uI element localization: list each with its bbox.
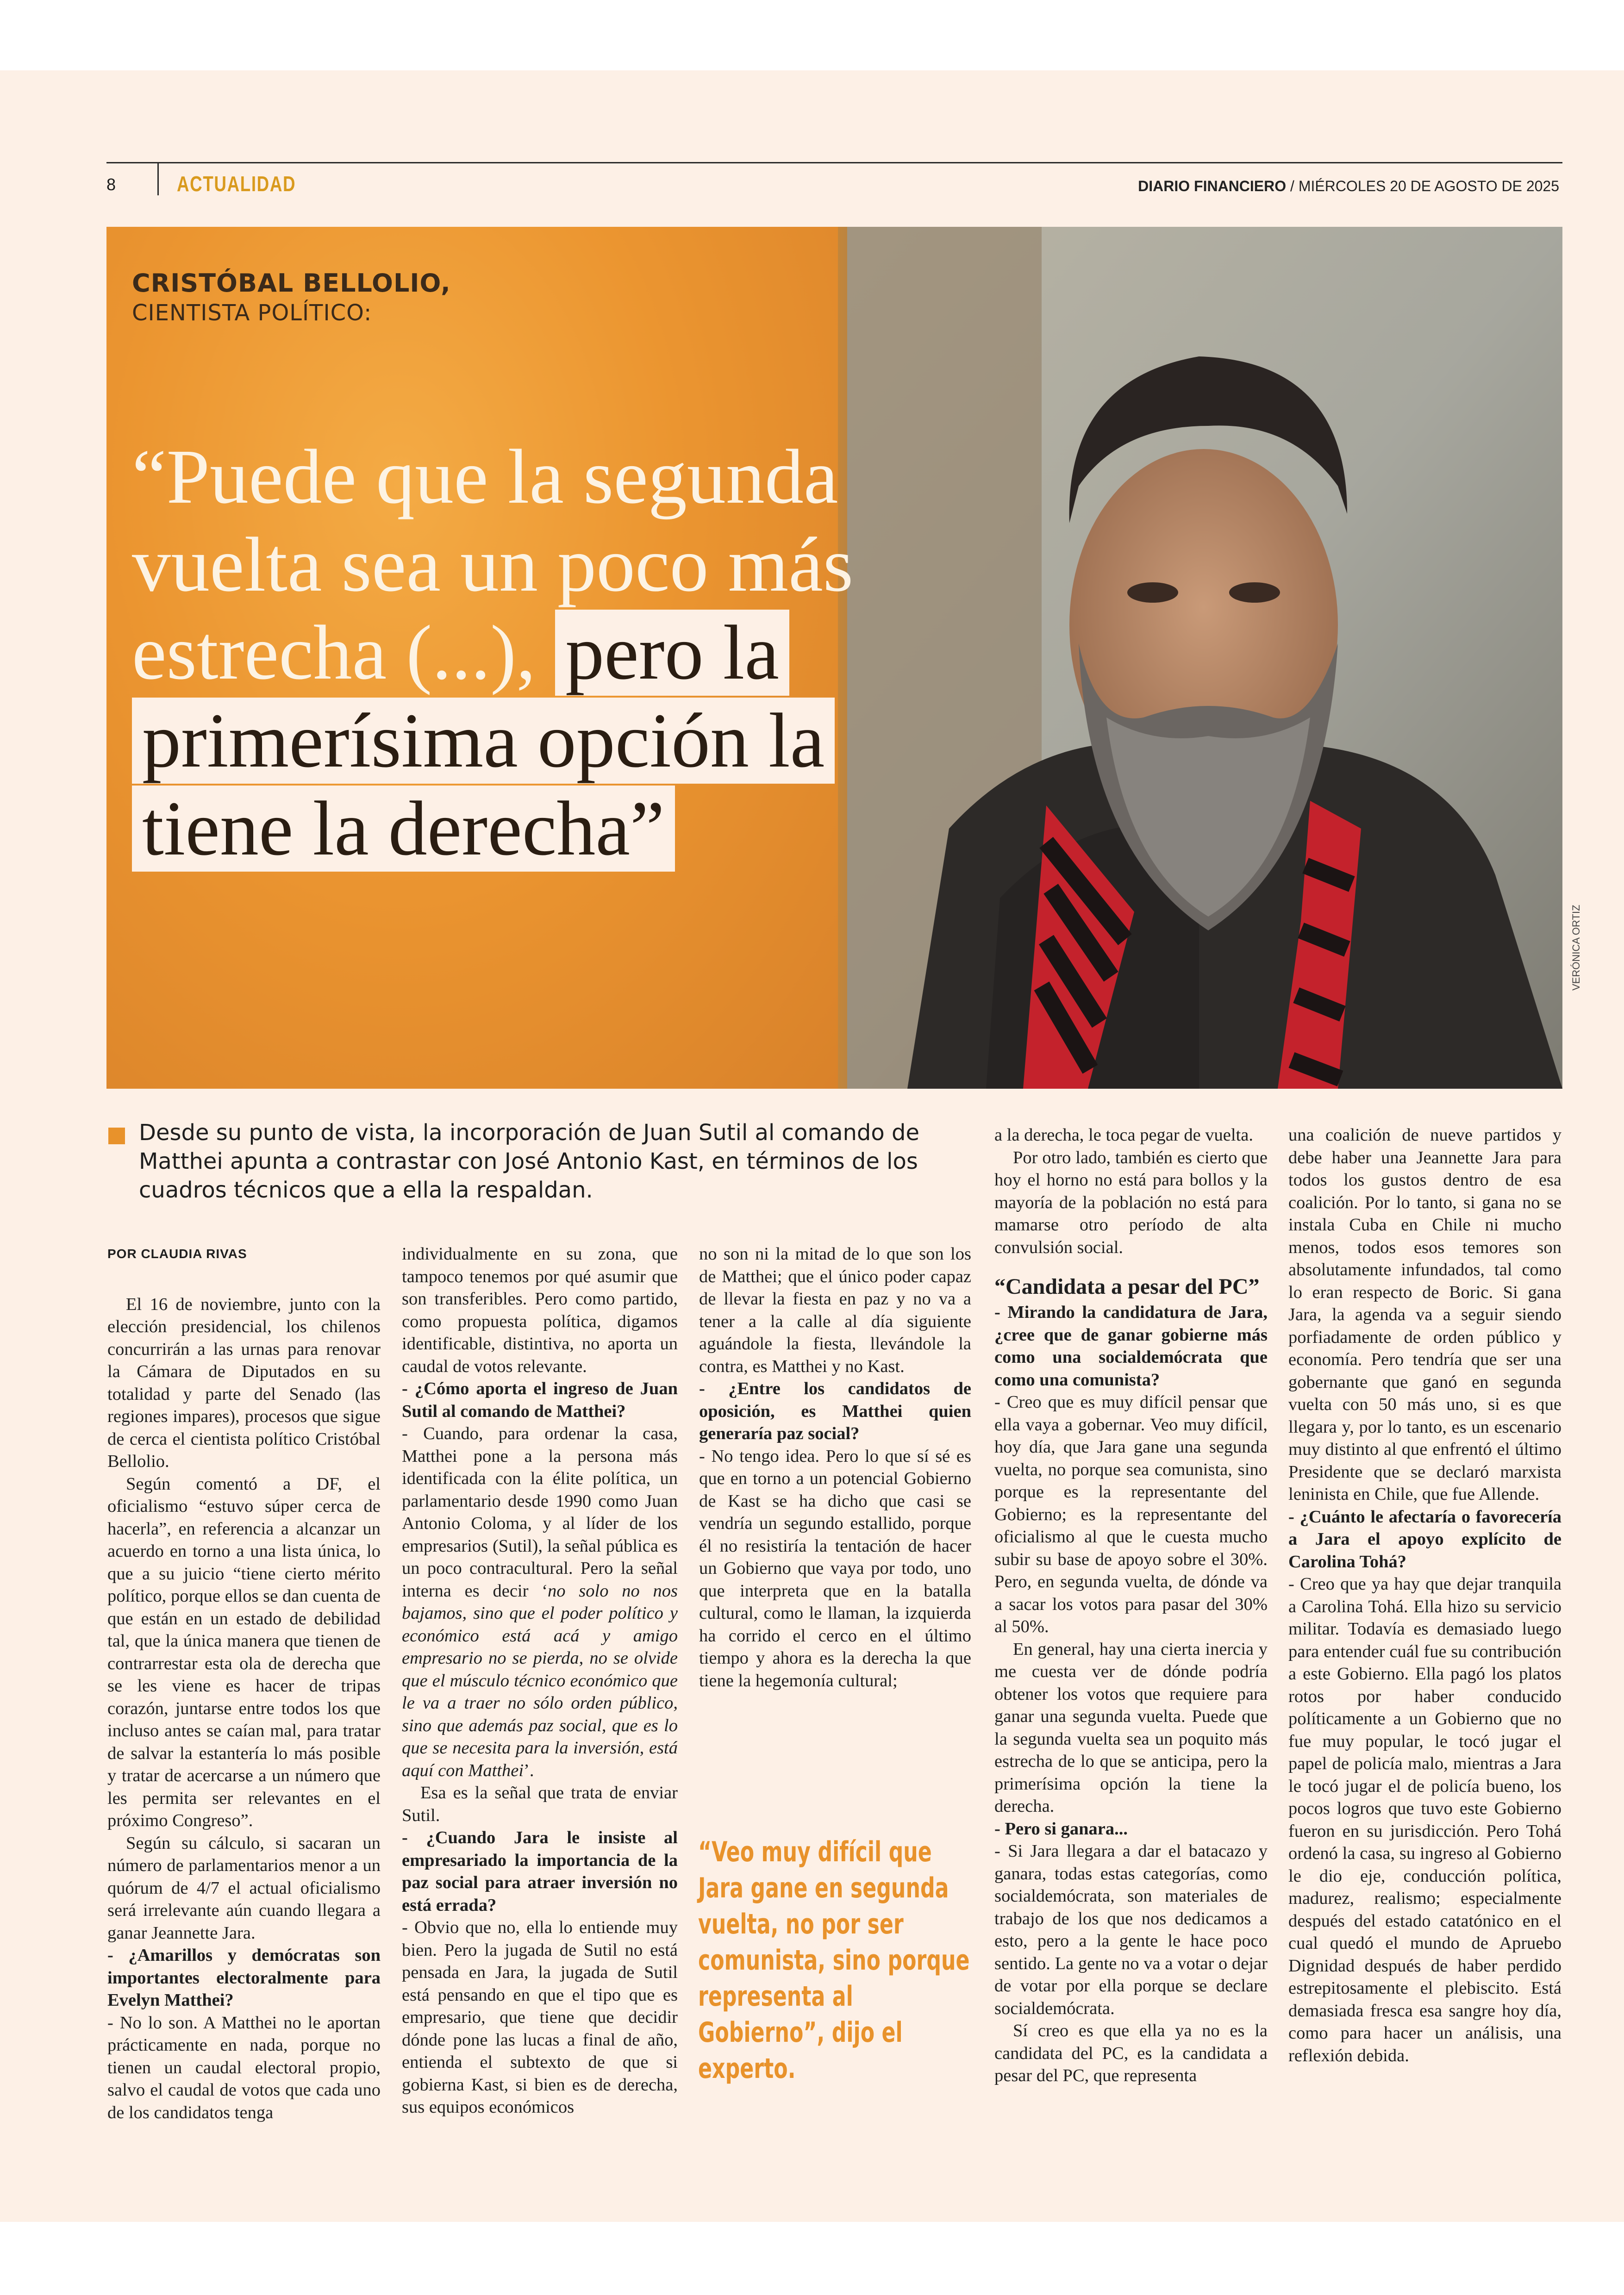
header-rule <box>106 162 1562 163</box>
interviewee-name: CRISTÓBAL BELLOLIO, <box>132 268 451 298</box>
interview-question: - ¿Cómo aporta el ingreso de Juan Sutil al comando de Matthei? <box>402 1379 678 1421</box>
article-column-3 <box>699 1243 971 1692</box>
interview-question: - Mirando la candidatura de Jara, ¿cree que de ganar gobierne más como una socialdemócrata que como una comunista? <box>994 1303 1268 1390</box>
interview-question: - ¿Cuánto le afectaría o favorecería a Jara el apoyo explícito de Carolina Tohá? <box>1288 1507 1562 1572</box>
subheading: “Candidata a pesar del PC” <box>994 1274 1260 1299</box>
issue-date: / MIÉRCOLES 20 DE AGOSTO DE 2025 <box>1290 178 1559 194</box>
body-paragraph: Sí creo es que ella ya no es la candidata del PC, es la candidata a pesar del PC, que representa <box>994 2021 1268 2085</box>
answer-italic-quote: no solo no nos bajamos, sino que el poder político y económico está acá y amigo empresario no se pierda, no se olvide que el músculo técnico económico que le va a traer no sólo orden público, sino que además paz social, que es lo que se necesita para la inversión, está aquí con Matthei <box>402 1581 678 1780</box>
interview-question: - ¿Entre los candidatos de oposición, es Matthei quien generaría paz social? <box>699 1379 971 1443</box>
article-column-5 <box>1288 1124 1562 2067</box>
interview-answer: - No lo son. A Matthei no le aportan prácticamente en nada, porque no tienen un caudal electoral propio, salvo el caudal de votos que cada uno de los candidatos tenga <box>107 2013 381 2122</box>
portrait-photo <box>847 227 1562 1089</box>
hero-banner <box>106 227 1562 1089</box>
headline-quote-highlight: pero la primerísima opción la tiene la derecha” <box>132 610 835 872</box>
interviewee-role: CIENTISTA POLÍTICO: <box>132 300 372 326</box>
body-paragraph: a la derecha, le toca pegar de vuelta. <box>994 1125 1253 1145</box>
pull-quote: “Veo muy difícil que Jara gane en segunda vuelta, no por ser comunista, sino porque representa al Gobierno”, dijo el experto. <box>698 1836 970 2085</box>
body-paragraph: una coalición de nueve partidos y debe haber una Jeannette Jara para todos los gustos dentro de esa coalición. Por lo tanto, si gana no se instala Cuba en Chile ni mucho menos, todos esos temores son absolutamente infundados, tal como lo eran respecto de Boric. Si gana Jara, la agenda va a seguir siendo porfiadamente de orden público y economía. Pero tendría que ser una gobernante que ganó en segunda vuelta con 50 más uno, si es que llegara y, por lo tanto, es un escenario muy distinto al que enfrentó el último Presidente que se declaró marxista leninista en Chile, que fue Allende. <box>1288 1125 1562 1504</box>
section-label: ACTUALIDAD <box>177 172 296 196</box>
photo-credit: VERÓNICA ORTIZ <box>1570 904 1582 991</box>
body-paragraph: no son ni la mitad de lo que son los de Matthei; que el único poder capaz de llevar la fiesta en paz y no va a tener a la calle al día siguiente aguándole la fiesta, llevándole la contra, es Matthei y no Kast. <box>699 1244 971 1376</box>
body-paragraph: individualmente en su zona, que tampoco tenemos por qué asumir que son transferibles. Pero como partido, como propuesta política, digamos identificable, distintiva, no aporta un caudal de votos relevante. <box>402 1244 678 1376</box>
page-number: 8 <box>106 175 116 194</box>
lead-paragraph: Desde su punto de vista, la incorporación de Juan Sutil al comando de Matthei apunta a contrastar con José Antonio Kast, en términos de los cuadros técnicos que a ella la respaldan. <box>139 1120 919 1203</box>
headline-quote <box>132 433 942 873</box>
body-paragraph: Esa es la señal que trata de enviar Sutil. <box>402 1783 678 1825</box>
interview-answer: - No tengo idea. Pero lo que sí sé es que en torno a un potencial Gobierno de Kast se ha dicho que casi se vendría un segundo estallido, porque él no resistiría la tentación de hacer un Gobierno que vaya por todo, uno que interpreta que en la batalla cultural, como le llaman, la izquierda ha corrido el cerco en el último tiempo y ahora es la derecha la que tiene la hegemonía cultural; <box>699 1446 971 1690</box>
byline: POR CLAUDIA RIVAS <box>107 1247 247 1261</box>
body-paragraph: El 16 de noviembre, junto con la elección presidencial, los chilenos concurrirán a las urnas para renovar la Cámara de Diputados en su totalidad y parte del Senado (las regiones impares), procesos que sigue de cerca el cientista político Cristóbal Bellolio. <box>107 1294 381 1471</box>
body-paragraph: Por otro lado, también es cierto que hoy el horno no está para bollos y la mayoría de la población no está para mamarse otro período de alta convulsión social. <box>994 1148 1268 1257</box>
answer-text-end: ’. <box>524 1760 534 1780</box>
interview-question: - Pero si ganara... <box>994 1819 1128 1839</box>
interview-answer: - Si Jara llegara a dar el batacazo y ganara, todas estas categorías, como socialdemócrata, son materiales de trabajo de los que nos dedicamos a esto, pero a la gente le hace poco sentido. La gente no va a votar o dejar de votar por ella porque se declare socialdemócrata. <box>994 1841 1268 2018</box>
interview-question: - ¿Amarillos y demócratas son importantes electoralmente para Evelyn Matthei? <box>107 1946 381 2010</box>
body-paragraph: Según su cálculo, si sacaran un número de parlamentarios menor a un quórum de 4/7 el actual oficialismo será irrelevante aún cuando llegara a ganar Jeannette Jara. <box>107 1833 381 1943</box>
publication-name: DIARIO FINANCIERO <box>1138 178 1287 194</box>
article-column-1 <box>107 1243 381 2124</box>
interview-answer: - Creo que es muy difícil pensar que ella vaya a gobernar. Veo muy difícil, hoy día, que Jara gane una segunda vuelta, no porque sea comunista, sino porque es la representante del Gobierno; es la representante del oficialismo al que le cuesta mucho subir su base de apoyo sobre el 30%. Pero, en segunda vuelta, de dónde va a sacar los votos para pasar del 30% al 50%. <box>994 1392 1268 1636</box>
interview-answer: - Creo que ya hay que dejar tranquila a Carolina Tohá. Ella hizo su servicio militar. Todavía es demasiado luego para entender cuál fue su contribución a este Gobierno. Ella pagó los platos rotos por haber conducido políticamente a un Gobierno que no fue muy popular, le tocó jugar el papel de policía malo, mientras a Jara le tocó jugar el de policía bueno, los pocos logros que tuvo este Gobierno fueron en su jurisdicción. Pero Tohá ordenó la casa, su ingreso al Gobierno le dio eje, conducción política, madurez, realismo; especialmente después del estado catatónico en el cual quedó el mundo de Apruebo Dignidad después de haber perdido estrepitosamente el plebiscito. Está demasiada fresca esa sangre hoy día, como para hacer un análisis, una reflexión debida. <box>1288 1574 1562 2065</box>
article-column-2 <box>402 1243 678 2119</box>
headline-quote-plain: “Puede que la segunda vuelta sea un poco más estrecha (...), <box>132 434 854 696</box>
interview-question: - ¿Cuando Jara le insiste al empresariado la importancia de la paz social para atraer inversión no está errada? <box>402 1828 678 1915</box>
body-paragraph: Según comentó a DF, el oficialismo “estuvo súper cerca de hacerla”, en referencia a alcanzar un acuerdo en torno a una lista única, lo que a su juicio “tiene cierto mérito político, porque ellos se dan cuenta de que están en un estado de debilidad tal, que la única manera que tienen de contrarrestar esta ola de derecha que se les viene es hacer de tripas corazón, juntarse entre todos los que incluso antes se caían mal, para tratar de salvar la estantería lo más posible y tratar de acercarse a un número que les permita ser relevantes en el próximo Congreso”. <box>107 1474 381 1830</box>
interview-answer <box>402 1422 678 1782</box>
lead-bullet <box>108 1128 125 1144</box>
header-divider <box>157 162 159 195</box>
answer-text: - Cuando, para ordenar la casa, Matthei pone a la persona más identificada con la élite política, un parlamentario desde 1990 como Juan Antonio Coloma, y al líder de los empresarios (Sutil), la señal pública es un poco contracultural. Pero la señal interna es decir ‘ <box>402 1424 678 1601</box>
body-paragraph: En general, hay una cierta inercia y me cuesta ver de dónde podría obtener los votos que requiere para ganar una segunda vuelta. Puede que la segunda vuelta sea un poquito más estrecha de lo que se anticipa, pero la primerísima opción la tiene la derecha. <box>994 1639 1268 1816</box>
masthead-info <box>1138 178 1559 195</box>
article-column-4 <box>994 1124 1268 2087</box>
interview-answer: - Obvio que no, ella lo entiende muy bien. Pero la jugada de Sutil no está pensada en Jara, la jugada de Sutil está pensando en que el tipo que es empresario, que tiene que decidir dónde pone las lucas a final de año, entienda el subtexto de que si gobierna Kast, si bien es de derecha, sus equipos económicos <box>402 1918 678 2117</box>
